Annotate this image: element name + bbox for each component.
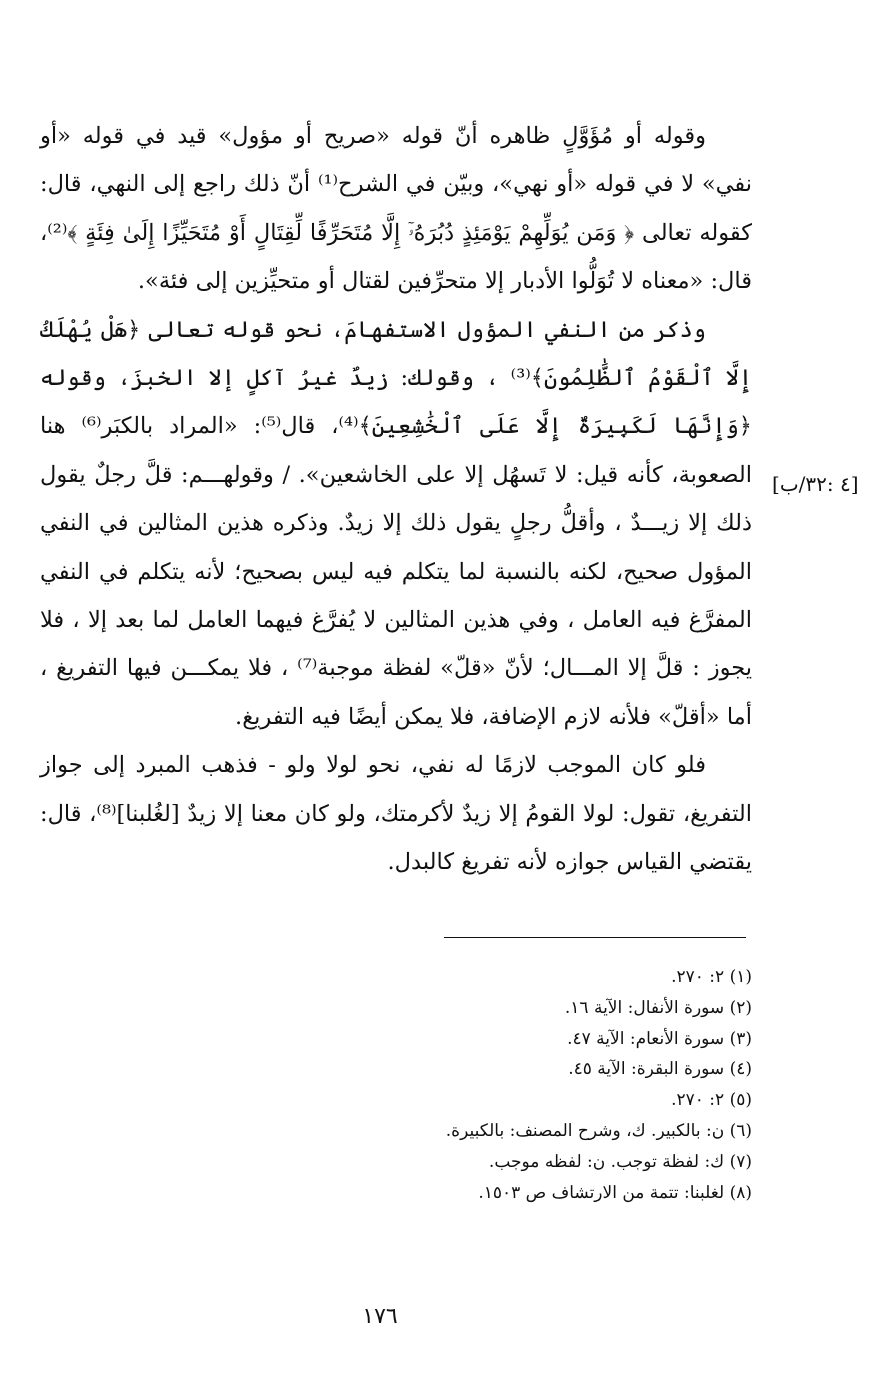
footnote-1: (١) ٢: ٢٧٠.	[671, 967, 752, 987]
paragraph-3: فلو كان الموجب لازمًا له نفي، نحو لولا ولو - فذهب المبرد إلى جواز التفريغ، تقول: لولا القومُ إلا زيدٌ لأكرمتك، ولو كان معنا إلا زيدٌ [لغُلبنا]⁽⁸⁾، قال: يقتضي القياس جوازه لأنه تفريغ كالبدل.	[40, 752, 753, 876]
body-text	[40, 112, 752, 887]
footnote-8: (٨) لغلبنا: تتمة من الارتشاف ص ١٥٠٣.	[478, 1182, 752, 1203]
paragraph-2: وذكر من النفي المؤول الاستفهامَ، نحو قوله تعالى ﴿هَلْ يُهْلَكُ إِلَّا ٱلْقَوْمُ ٱلظَّٰلِمُونَ﴾⁽³⁾ ، وقولك: زيدٌ غيرُ آكلٍ إلا الخبزَ، وقوله ﴿وَإِنَّهَا لَكَبِيرَةٌ إِلَّا عَلَى ٱلْخَٰشِعِينَ﴾⁽⁴⁾، قال⁽⁵⁾: «المراد بالكبَر⁽⁶⁾ هنا الصعوبة، كأنه قيل: لا تَسهُل إلا على الخاشعين». / وقولهـــم: قلَّ رجلٌ يقول ذلك إلا زيـــدٌ ، وأقلُّ رجلٍ يقول ذلك إلا زيدٌ. وذكره هذين المثالين في النفي المؤول صحيح، لكنه بالنسبة لما يتكلم فيه ليس بصحيح؛ لأنه يتكلم في النفي المفرَّغ فيه العامل ، وفي هذين المثالين لا يُفرَّغ فيهما العامل لما بعد إلا ، فلا يجوز : قلَّ إلا المـــال؛ لأنّ «قلّ» لفظة موجبة⁽⁷⁾ ، فلا يمكـــن فيها التفريغ ، أما «أقلّ» فلأنه لازم الإضافة، فلا يمكن أيضًا فيه التفريغ.	[40, 316, 752, 730]
footnote-3: (٣) سورة الأنعام: الآية ٤٧.	[567, 1028, 752, 1049]
page-number: ١٧٦	[362, 1304, 398, 1329]
footnote-2: (٢) سورة الأنفال: الآية ١٦.	[564, 997, 752, 1018]
paragraph-1: وقوله أو مُؤَوَّلٍ ظاهره أنّ قوله «صريح أو مؤول» قيد في قوله «أو نفي» لا في قوله «أو نهي»، وبيّن في الشرح⁽¹⁾ أنّ ذلك راجع إلى النهي، قال: كقوله تعالى ﴿ وَمَن يُوَلِّهِمْ يَوْمَئِذٍ دُبُرَهُۥٓ إِلَّا مُتَحَرِّفًا لِّقِتَالٍ أَوْ مُتَحَيِّزًا إِلَىٰ فِئَةٍ ﴾⁽²⁾، قال: «معناه لا تُوَلُّوا الأدبار إلا متحرِّفين لقتال أو متحيِّزين إلى فئة».	[40, 123, 753, 295]
footnote-separator	[444, 937, 746, 938]
manuscript-folio-marker: [٤ :٣٢/ب]	[772, 472, 859, 496]
footnote-4: (٤) سورة البقرة: الآية ٤٥.	[568, 1059, 752, 1080]
footnote-7: (٧) ك: لفظة توجب. ن: لفظه موجب.	[488, 1151, 752, 1172]
footnote-6: (٦) ن: بالكبير. ك، وشرح المصنف: بالكبيرة.	[445, 1120, 752, 1141]
footnotes	[120, 962, 752, 1208]
footnote-5: (٥) ٢: ٢٧٠.	[671, 1090, 752, 1111]
